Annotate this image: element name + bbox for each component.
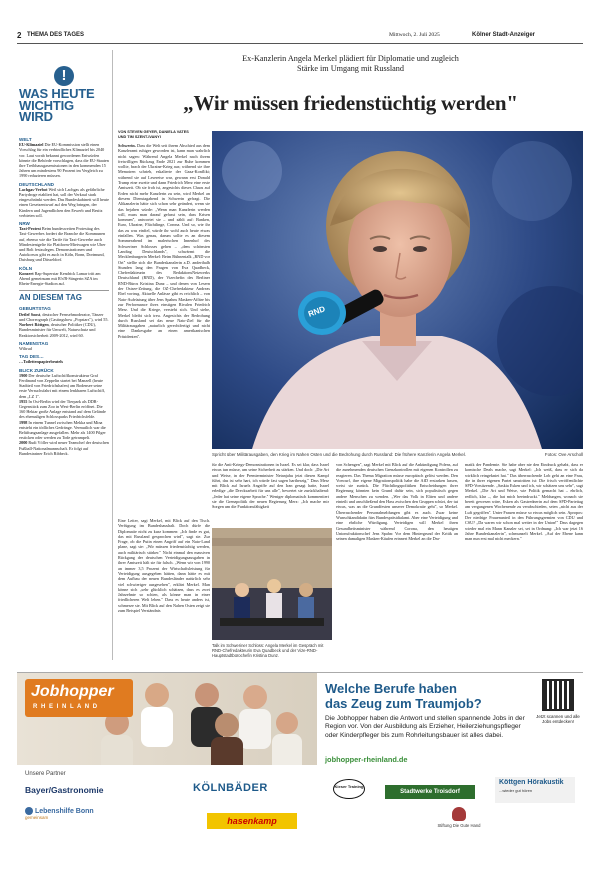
blick-text: In einem Tunnel zwischen Mekka und Mina entsteht ein tödliches Gedränge. Vermutlich war die Belüftungsanlage ausgefallen. Mehr als 1400 Pilger ersticken oder werden zu Tode getrampelt. xyxy=(19,419,106,441)
blick-year: 1900 xyxy=(19,372,28,378)
an-diesem-tag-heading: AN DIESEM TAG xyxy=(19,293,82,303)
article-column-3 xyxy=(212,462,329,524)
title-line-2: WICHTIG xyxy=(19,97,74,113)
stage-photo-caption: Talk im Schweriner Schloss: Angela Merkel im Gespräch mit RND-Chefredakteurin Eva Quadbeck und der Vize-RND-Hauptstadtbürochefin Kristina Dunz. xyxy=(212,643,324,659)
merkel-illustration xyxy=(212,131,583,449)
blick-text: In Ost-Berlin wird der Tierpark als DDR-Gegenstück zum Zoo in West-Berlin eröffnet. Die 160 Hektar große Anlage entstand auf dem Gelände des ehemaligen Schlossparks Friedrichsfelde. xyxy=(19,398,106,420)
merkel-photo xyxy=(212,131,583,449)
column-text: von Schengen", sagt Merkel mit Blick auf die Ankündigung Polens, auf die zunehmenden deutschen Grenzkontrollen mit eigenen Kontrollen zu reagieren. Das Thema Migration müsse europäisch gelöst werden. Den Vorwurf, ihre eigene Migrationspolitik habe die AfD erstarken lassen, weist sie zurück. Die Flüchtlingspolitiken Entscheidungen ihrer Regierung könnten kein Grund dafür sein, sich populistisch gegen andere Menschen zu wenden. „Wer das Volk in Eliten und andere einteilt und anschließend den Hass zwischen den Gruppen schürt, der tut etwas, was an die Grundfesten unserer Demokratie geht", so Merkel. Überraschender Personalmeldungen gibt es auch. Zwar keine Wunschkandidatin fürs Bundespräsidialamt. Aber eine Verteidigung und eine ehrliche Würdigung. Verteidigen will Merkel ihren Gesundheitsminister während Corona, den heutigen Unionsfraktionschef Jens Spahn: Vor dem Hintergrund der Kritik an seinen damaligen Masken-Käufen erinnert Merkel an die Dra- xyxy=(336,462,458,542)
blick-text: Der deutsche Luftschiffkonstrukteur Graf Ferdinand von Zeppelin startet bei Manzell (heute Stadtteil von Friedrichshafen) am Bodensee seine erste Versuchsfahrt mit einem lenkbaren Luftschiff, dem „LZ 1". xyxy=(19,372,106,399)
stage-illustration xyxy=(212,528,332,640)
blick-item xyxy=(19,399,109,420)
section-head-koeln: KÖLN xyxy=(19,265,33,271)
partner-koettgen-label: Köttgen Hörakustik xyxy=(499,779,564,786)
koettgen-sub: ...wieder gut hören xyxy=(499,788,533,793)
ad-headline-1: Welche Berufe haben xyxy=(325,681,457,696)
blick-item xyxy=(19,440,109,456)
column-text: für die Anti-Kriegs-Demonstrationen in Israel. Es sei klar, dass Israel etwas tun müsse, um seine Sicherheit zu stärken. Und doch: „Die Art und Weise, in der Premierminister Netanjahu jetzt diesen Kampf führt, das ist sehr hart, ich würde fast sagen hartherzig." Dass Merz mit Blick auf Israels Angriffe auf den Iran gesagt hatte, Israel erledige „die Drecksarbeit für uns alle", bewertet sie zurückhaltend: „Jeder hat seine eigene Sprache." Weniger diplomatisch kommentiert sie die Grenzpolitik der neuen Regierung Merz: „Ich mache mir Sorgen um die Funktionsfähigkeit xyxy=(212,462,329,510)
partner-lebenshilfe[interactable] xyxy=(25,807,125,820)
geburtstag-label: GEBURTSTAG xyxy=(19,306,51,312)
partner-stiftung-label: Stiftung Die Gute Hand xyxy=(437,823,481,828)
news-text: Rap-Superstar Kendrick Lamar tritt am Abend gemeinsam mit R'n'B-Sängerin SZA im Rhein-Energie-Stadion auf. xyxy=(19,270,101,287)
partner-hasenkamp-label: hasenkamp xyxy=(227,816,277,826)
news-text: Beim bundesweiten Protesttag des Taxi-Gewerbes fordert die Branche die Kommunen auf, ebenso wie die Tarife für Taxi-Gewerbe auch Mindestentgelte für Plattform-Mietwagen wie Uber und Bolt festzulegen. Demonstrationen und Autokorsos gibt es auch in Köln, Bonn, Dortmund, Duisburg und Düsseldorf. xyxy=(19,226,106,263)
partner-koelnbaeder[interactable] xyxy=(193,782,268,794)
article-kicker xyxy=(118,54,583,74)
news-lead: Taxi-Protest xyxy=(19,226,41,232)
partner-bayer[interactable] xyxy=(25,785,103,795)
header-date: Mittwoch, 2. Juli 2025 xyxy=(389,32,440,38)
news-lead: EU-Klimaziel xyxy=(19,142,44,148)
tag-des-value: …Toilettenpapierbeutels xyxy=(19,359,64,365)
section-label: THEMA DES TAGES xyxy=(27,32,85,38)
partner-bayer-label: Bayer/Gastronomie xyxy=(25,785,104,795)
news-item xyxy=(19,226,109,262)
person-name: Norbert Röttgen xyxy=(19,322,49,328)
partner-koettgen[interactable] xyxy=(495,777,575,803)
news-item xyxy=(19,187,109,218)
title-line-3: WIRD xyxy=(19,109,53,124)
partners-label: Unsere Partner xyxy=(25,771,66,777)
news-item xyxy=(19,142,109,178)
section-head-deutschland: DEUTSCHLAND xyxy=(19,181,54,187)
diesem-tag-divider xyxy=(19,290,109,291)
partner-koelnbaeder-label: KÖLNBÄDER xyxy=(193,782,268,794)
stiftung-hand-icon xyxy=(452,807,466,821)
kicker-line-2: Stärke im Umgang mit Russland xyxy=(297,64,404,73)
kicker-line-1: Ex-Kanzlerin Angela Merkel plädiert für Diplomatie und zugleich xyxy=(242,54,459,63)
blick-zurueck-label: BLICK ZURÜCK xyxy=(19,367,54,373)
stage-photo xyxy=(212,528,332,640)
article-headline: „Wir müssen friedenstüchtig werden" xyxy=(183,91,518,115)
photo-credit: Fotos: Ove Arscholl xyxy=(544,452,583,457)
partner-stiftung[interactable] xyxy=(429,807,489,828)
partner-lebenshilfe-label: Lebenshilfe Bonn xyxy=(34,807,94,815)
column-text: Dass die Welt seit ihrem Abschied aus dem Kanzleramt ruhiger geworden ist, kann man wahrlich nicht sagen: Während Angela Merkel nach ihrem freiwilligen Rückzug Ende 2021 zur Ruhe kommen wollte, brach der Ukraine-Krieg aus; während sie ihre Memoiren schrieb, eskalierte der Gaza-Konflikt; während sie auf Lesereise war, gewann erst Donald Trump eine zweite und dann Friedrich Merz eine erste Amtszeit. Ob sie froh ist, angesichts dieses Chaos auf Erden nicht mehr Kanzlerin zu sein, wird Merkel an diesem Dienstagabend in Schwerin gefragt. Die Altkanzlerin hätte sich schon sehr geändert, wenn sie das bejahen würde: „Wenn man Kanzlerin werden will, muss man darauf gefasst sein, dass Krisen kommen", antwortet sie – und zählt auf: Banken, Euro, Ukraine, Flüchtlinge, Corona. Und so, wie ihr das zu was einfiel, würde ihr wohl auch heute etwas einfallen. Was genau, darum sollte es an diesem Sommerabend im malerischen Innenhof des Schweriner Schlosses gehen – „dem schönsten Landtag Deutschlands", schwärmt die Mecklenburgerin Merkel: Beim Bühnentalk „RND vor Ort" stellte sich die Bundeskanzlerin a.D. anderthalb Stunden lang den Fragen von Eva Quadbeck, Chefredakteurin des RedaktionsNetzwerks Deutschland (RND), der Vizechefin des Berliner RND-Büros Kristina Dunz – und denen von Lesern der Ostsee-Zeitung, die OZ-Chefredakteur Andreas Ebel vortrug. Aktuelle Anlässe gibt es reichlich – von Nato-Aufrüstung über Jens Spahns Masken-Affäre bis zur Performance ihres einstigen Rivalen Friedrich Merz. Und die Kriege, versteht sich. Und siehe, Merkel bleibt sich treu. Angesichts der Bedrohung durch Russland sei das neue Nato-Ziel für die Militärausgaben „naturlich gerechtfertigt und nicht eine Dankesgabe an einen amerikanischen Präsidenten". xyxy=(118,143,210,339)
ad-headline xyxy=(325,681,525,711)
byline-line-2: UND TIM SZENT-IVANYI xyxy=(118,134,161,139)
article-column-4 xyxy=(336,462,458,667)
sidebar-divider xyxy=(112,50,113,660)
namenstag-value: Wiltrud xyxy=(19,345,32,351)
blick-year: 1998 xyxy=(19,419,28,425)
section-head-nrw: NRW xyxy=(19,221,30,227)
dateline: Schwerin. xyxy=(118,143,136,148)
article-column-2 xyxy=(118,518,210,668)
ad-body: Die Jobhopper haben die Antwort und stellen spannende Jobs in der Region vor. Von der Ausbildung als Erzieher, Heilerziehungspfleger oder Kinderpfleger bis zum Rohrleitungsbauer ist alles dabei. xyxy=(325,715,525,739)
person-name: Detlef Soost xyxy=(19,311,41,317)
namenstag-label: NAMENSTAG xyxy=(19,340,49,346)
partner-kieser[interactable] xyxy=(333,779,365,799)
ad-url[interactable]: jobhopper-rheinland.de xyxy=(325,755,408,764)
jobhopper-logo xyxy=(25,679,133,717)
ad-headline-2: das Zeug zum Traumjob? xyxy=(325,696,482,711)
page-number: 2 xyxy=(17,31,22,40)
exclamation-icon: ! xyxy=(61,67,67,84)
page-header xyxy=(17,31,583,43)
rnd-mic-label: RND xyxy=(306,304,327,319)
blick-item xyxy=(19,420,109,441)
qr-caption: Jetzt scannen und alle Jobs entdecken! xyxy=(536,714,580,725)
column-text: matik der Pandemie. Sie habe aber nie den Eindruck gehabt, dass er komische Deals mache, sagt Merkel: „Ich weiß, dass er sich da wirklich reingekniet hat." Das überraschende Lob geht an eine Frau, die in ihrer eigenen Partei umstritten ist: Die frisch veröffentlichte SPD-Vorsitzende. „Saskia Esken und ich, wir schätzen uns sehr", sagt Merkel. „Die Art und Weise, wie Politik gemacht hat – ehrlich, redlich, klar –, die hat mich beeindruckt." Meldungen, wonach sie bereit gewesen wäre, Esken als Gastrednerin auf dem SPD-Parteitag am vergangenen Wochenende zu verabschieden, seien „nicht aus der Luft gegriffen". Unter Frauen müsse so etwas möglich sein. Apropos: Der niedrige Frauenanteil in den Führungsgremien von CDU und CSU? „Da waren wir schon mal weiter in der Union!" Dass dagegen wieder mal ein Mann Kanzler sei, sei in Ordnung: „Ich war jetzt 16 Jahre Bundeskanzlerin", schmunzelt Merkel. „Auf der Ebene kann man nun erst mal nicht meckern." xyxy=(465,462,583,542)
section-head-welt: WELT xyxy=(19,137,32,142)
geburtstag-item xyxy=(19,312,109,322)
person-text: , deutscher Politiker (CDU), Bundesminister für Umwelt, Naturschutz und Reaktorsicherheit 2009-2012, wird 60. xyxy=(19,322,96,338)
news-lead: Konzert xyxy=(19,270,34,276)
sidebar xyxy=(17,46,110,666)
column-text: Eine Leiter, sagt Merkel, mit Blick auf den Tisch. Verfügung im Bundeshaushalt. Doch dürfe die Diplomatie nicht zu kurz kommen: „Ich finde es gut, das mit Russland gesprochen wird", sagt sie. Zur Frage, ob die Putin einen Angriff auf ein Nato-Land plane, sagt sie: „Wir müssen friedenstüchtig werden, auch militärisch stärker." Nicht einmal den massiven Rückgang der deutschen Verteidigungsausgaben in ihrer Amtszeit hält sie für falsch. „Wenn wir von 1990 an immer 3,5 Prozent der Wirtschaftsleistung für Verteidigung ausgegeben hätten, dann hätte es mit dem Aufbau der neuen Bundesländer natürlich sehr viel schwieriger ausgesehen", erklärt Merkel. Man könne sich „sehr glücklich schätzen, dass es zwei Jahrzehnte so schien, als könne man in einer friedlicheren Welt leben." Dass es heute anders ist, schmerze sie. Mit Blick auf den Nahen Osten zeigt sie zum Beispiel Verständnis xyxy=(118,518,210,614)
blick-item xyxy=(19,373,109,399)
news-lead: Lachgas-Verbot xyxy=(19,186,48,192)
blick-year: 2000 xyxy=(19,440,28,446)
partner-stadtwerke-troisdorf[interactable] xyxy=(385,785,475,799)
partner-kieser-label: Kieser Training xyxy=(334,784,364,789)
header-rule xyxy=(17,43,583,44)
title-line-1: WAS HEUTE xyxy=(19,86,95,101)
caption-text: Spricht über Militärausgaben, den Krieg im Nahen Osten und die Bedrohung durch Russland: Die frühere Kanzlerin Angela Merkel. xyxy=(212,452,467,457)
jobhopper-ad xyxy=(17,672,583,862)
byline xyxy=(118,130,210,140)
lebenshilfe-sub: gemeinsam xyxy=(25,815,49,820)
partner-stadtwerke-label: Stadtwerke Troisdorf xyxy=(400,789,460,795)
lebenshilfe-icon xyxy=(25,807,33,815)
news-item xyxy=(19,271,109,287)
sidebar-title xyxy=(19,88,109,123)
qr-code[interactable] xyxy=(542,679,574,711)
geburtstag-item xyxy=(19,322,109,338)
partner-hasenkamp[interactable] xyxy=(207,813,297,829)
paper-name: Kölner Stadt-Anzeiger xyxy=(472,32,536,38)
tag-des-label: TAG DES… xyxy=(19,354,44,360)
person-text: , deutscher Fernsehmoderator, Tänzer und Choreograph (Castingshow „Popstars"), wird 55. xyxy=(19,311,109,322)
logo-wordmark: Jobhopper xyxy=(31,683,114,700)
blick-text: Rudi Völler wird neuer Teamchef der deutschen Fußball-Nationalmannschaft. Er folgt auf Bundestrainer Erich Ribbeck. xyxy=(19,440,109,456)
photo-caption xyxy=(212,452,583,457)
article-column-1 xyxy=(118,143,210,518)
byline-line-1: VON STEVEN GEYER, DANIELA VATES xyxy=(118,130,189,134)
article-column-5 xyxy=(465,462,583,667)
news-text: Weil sich Lachgas als gefährliche Partydroge etabliert hat, soll der Verkauf stark eingeschränkt werden. Das Bundeskabinett will heute einen Gesetzentwurf auf den Weg bringen, der Kindern und Jugendlichen den Erwerb und Besitz verbieten soll. xyxy=(19,186,110,218)
logo-subline: R H E I N L A N D xyxy=(33,704,99,710)
sidebar-news xyxy=(19,134,109,456)
news-text: Die EU-Kommission stellt einen Vorschlag für ein verbindliches Klimaziel bis 2040 vor. Laut vorab bekannt gewordenen Entwürfen könnte die Behörde vorschlagen, dass die EU-Staaten ihre Treibhausgasemissionen in den kommenden 15 Jahren um mindestens 90 Prozent im Vergleich zu 1990 reduzieren müssen. xyxy=(19,142,109,179)
blick-year: 1955 xyxy=(19,398,28,404)
alert-badge xyxy=(54,66,74,86)
